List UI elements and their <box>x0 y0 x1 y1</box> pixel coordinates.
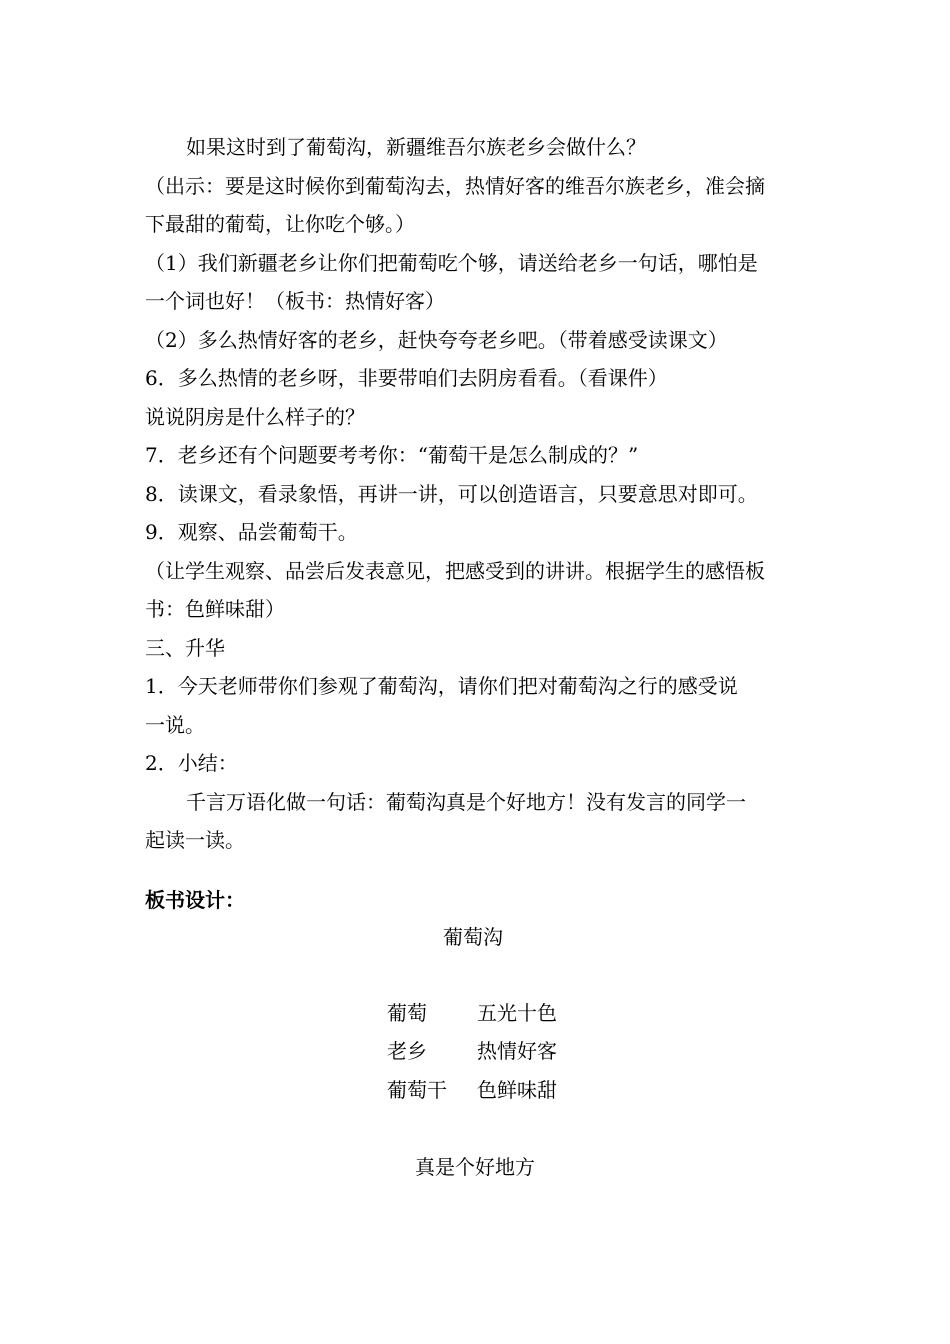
board-title: 葡萄沟 <box>443 925 503 949</box>
board-conclusion: 真是个好地方 <box>415 1155 535 1179</box>
board-row-left: 葡萄干 <box>387 1078 447 1102</box>
paragraph-line: 书：色鲜味甜） <box>145 597 285 621</box>
paragraph-line: 一说。 <box>145 713 205 737</box>
paragraph-line: 起读一读。 <box>145 828 245 852</box>
board-row-right: 色鲜味甜 <box>477 1078 557 1102</box>
paragraph-line: （1）我们新疆老乡让你们把葡萄吃个够，请送给老乡一句话，哪怕是 <box>145 251 758 275</box>
paragraph-line: 说说阴房是什么样子的？ <box>145 405 365 429</box>
paragraph-line: 8．读课文，看录象悟，再讲一讲，可以创造语言，只要意思对即可。 <box>145 482 758 506</box>
paragraph-line: 2．小结： <box>145 751 238 775</box>
paragraph-line: 千言万语化做一句话：葡萄沟真是个好地方！没有发言的同学一 <box>186 790 746 814</box>
paragraph-line: （2）多么热情好客的老乡，赶快夸夸老乡吧。（带着感受读课文） <box>145 328 728 352</box>
board-row-right: 热情好客 <box>477 1039 557 1063</box>
paragraph-line: （出示：要是这时候你到葡萄沟去，热情好客的维吾尔族老乡，准会摘 <box>145 174 765 198</box>
board-row-right: 五光十色 <box>477 1001 557 1025</box>
paragraph-line: 如果这时到了葡萄沟，新疆维吾尔族老乡会做什么？ <box>186 135 646 159</box>
paragraph-line: 下最甜的葡萄，让你吃个够。） <box>145 212 415 236</box>
paragraph-line: 9．观察、品尝葡萄干。 <box>145 520 358 544</box>
paragraph-line: 一个词也好！（板书：热情好客） <box>145 289 445 313</box>
board-row-left: 老乡 <box>387 1039 427 1063</box>
paragraph-line: （让学生观察、品尝后发表意见，把感受到的讲讲。根据学生的感悟板 <box>145 559 765 583</box>
section-heading: 三、升华 <box>145 636 225 660</box>
board-design-heading: 板书设计： <box>145 888 245 912</box>
paragraph-line: 6．多么热情的老乡呀，非要带咱们去阴房看看。（看课件） <box>145 366 668 390</box>
paragraph-line: 7．老乡还有个问题要考考你：“葡萄干是怎么制成的？” <box>145 443 639 467</box>
paragraph-line: 1．今天老师带你们参观了葡萄沟，请你们把对葡萄沟之行的感受说 <box>145 674 738 698</box>
board-row-left: 葡萄 <box>387 1001 427 1025</box>
